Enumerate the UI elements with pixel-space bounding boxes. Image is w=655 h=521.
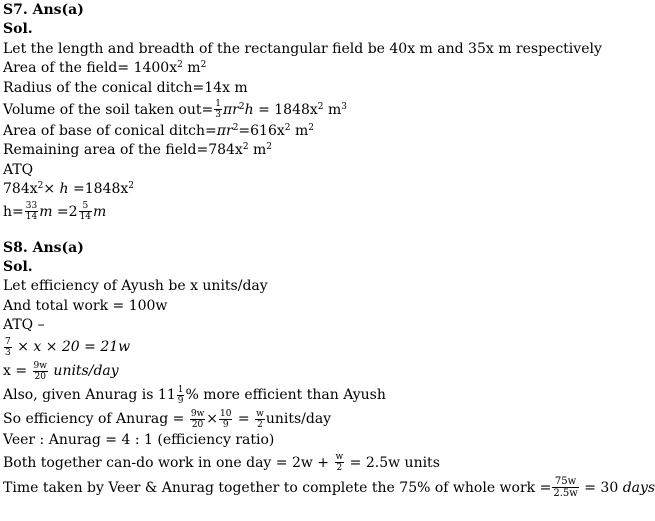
s8-percent-fraction: $\frac{1}{9}$ bbox=[177, 384, 184, 406]
s8-x-fraction: $\frac{9w}{20}$ bbox=[33, 360, 47, 382]
s8-efficiency-ayush: Let efficiency of Ayush be x units/day bbox=[3, 278, 268, 295]
s8-total-work: And total work = 100w bbox=[3, 297, 168, 314]
s7-base-area: Area of base of conical $ditch=\pi r^2=616x^2$ $m^2$ bbox=[3, 122, 314, 139]
s8-time-taken: Time taken by Veer & Anurag together to complete the 75% of whole work = $\frac{75w}{2.5w}$ = 30 days bbox=[3, 476, 655, 500]
s8-both-fraction: $\frac{w}{2}$ bbox=[335, 452, 344, 474]
s8-so-fraction-1: $\frac{9w}{20}$ bbox=[190, 408, 205, 430]
s8-atq: ATQ – bbox=[3, 317, 45, 334]
s7-h-fraction: $\frac{33}{14}$ bbox=[25, 201, 38, 223]
s8-eq-fraction: $\frac{7}{3}$ bbox=[5, 336, 11, 358]
s8-ratio: Veer : Anurag = 4 : 1 (efficiency ratio) bbox=[3, 432, 275, 449]
s7-h-value: h= $\frac{33}{14}$ m =2 $\frac{5}{14}$ m bbox=[3, 201, 107, 223]
s7-volume: Volume of the soil taken out= $\frac{1}{3}$ $\pi r^2h = 1848x^2$ $m^3$ bbox=[3, 99, 347, 121]
section-gap bbox=[3, 224, 626, 239]
s7-atq: ATQ bbox=[3, 161, 34, 178]
s7-remaining-area: Remaining area of the $field=784x^2$ $m^2$ bbox=[3, 142, 273, 159]
s7-sol-label: Sol. bbox=[3, 21, 33, 38]
s8-x-value: x = $\frac{9w}{20}$ units/day bbox=[3, 360, 119, 382]
s7-radius: Radius of the conical ditch=14x m bbox=[3, 79, 248, 96]
s7-volume-fraction: $\frac{1}{3}$ bbox=[215, 99, 221, 121]
s8-heading: S8. Ans(a) bbox=[3, 239, 84, 256]
s8-also-given: Also, given Anurag is 11 $\frac{1}{9}$ % more efficient than Ayush bbox=[3, 384, 386, 406]
s8-sol-label: Sol. bbox=[3, 258, 33, 275]
s7-h-mixed-fraction: $\frac{5}{14}$ bbox=[79, 201, 92, 223]
s8-equation: $\frac{7}{3}$ × x × 20 = 21w bbox=[5, 336, 131, 358]
s7-heading: S7. Ans(a) bbox=[3, 2, 84, 18]
s8-so-fraction-2: $\frac{10}{9}$ bbox=[220, 408, 232, 430]
s7-equation: $784x^2\times h =1848x^2$ bbox=[3, 181, 135, 198]
s8-so-fraction-3: $\frac{w}{2}$ bbox=[256, 408, 264, 430]
s8-efficiency-anurag: So efficiency of Anurag = $\frac{9w}{20}$ × $\frac{10}{9}$ = $\frac{w}{2}$ units/day bbox=[3, 408, 332, 430]
s8-time-fraction: $\frac{75w}{2.5w}$ bbox=[553, 476, 578, 500]
s8-both-together: Both together can-do work in one day = 2w + $\frac{w}{2}$ = 2.5w units bbox=[3, 452, 440, 474]
s7-area-field: Area of the field= $1400x^2$ $m^2$ bbox=[3, 60, 207, 77]
s7-line-dimensions: Let the length and breadth of the rectangular field be 40x m and 35x m respectively bbox=[3, 40, 602, 57]
